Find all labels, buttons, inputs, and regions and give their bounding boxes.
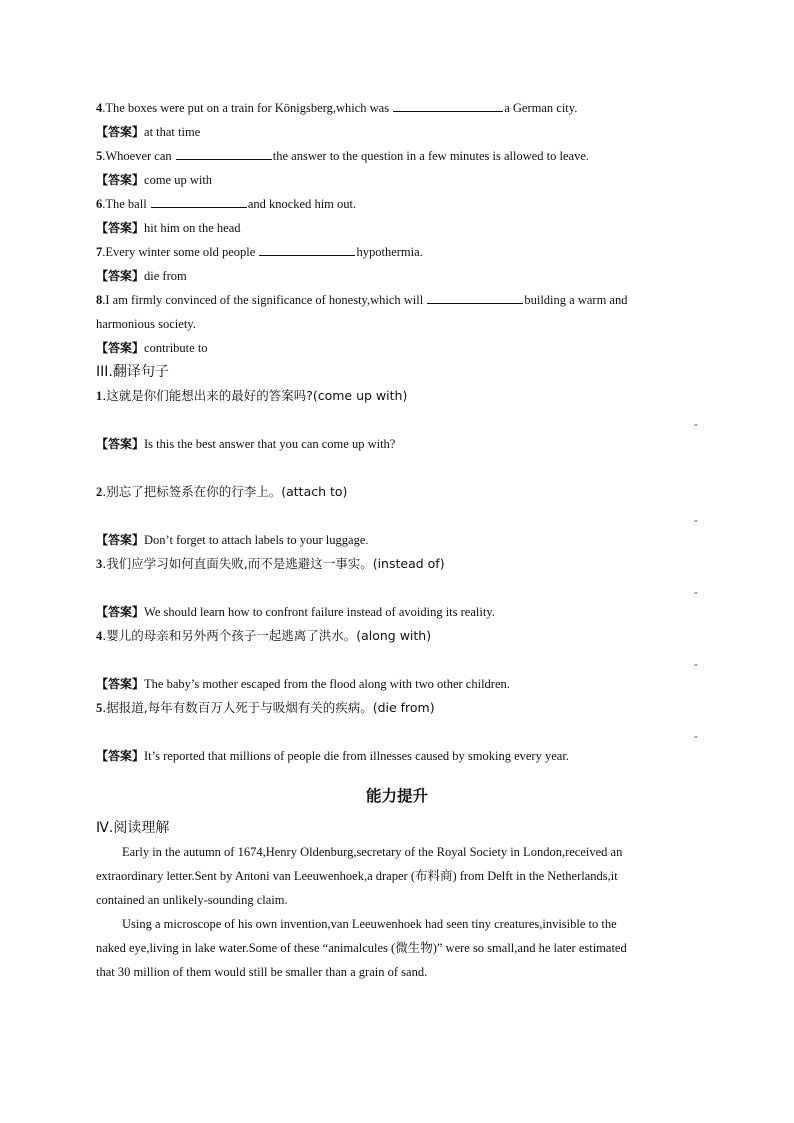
reading-paragraph-2 <box>96 912 696 984</box>
dash-mark: - <box>694 514 698 527</box>
question-number: 4 <box>96 629 103 643</box>
paragraph-line: that 30 million of them would still be smaller than a grain of sand. <box>96 965 428 979</box>
answer-line <box>96 268 696 284</box>
question-continuation: harmonious society. <box>96 317 196 331</box>
answer-label: 【答案】 <box>96 221 145 235</box>
question-text: .Every winter some old people <box>102 245 259 259</box>
answer-label: 【答案】 <box>96 341 145 355</box>
paragraph-line: Early in the autumn of 1674,Henry Oldenburg,secretary of the Royal Society in London,received an <box>122 845 623 859</box>
reading-paragraph-1 <box>96 840 696 912</box>
answer-label: 【答案】 <box>96 173 145 187</box>
question-text: .据报道,每年有数百万人死于与吸烟有关的疾病。(die from) <box>102 700 435 715</box>
paragraph-line: contained an unlikely-sounding claim. <box>96 893 288 907</box>
fill-in-question-8 <box>96 292 696 308</box>
answer-label: 【答案】 <box>96 677 145 691</box>
fill-in-question-5 <box>96 148 696 164</box>
question-text: .I am firmly convinced of the significance of honesty,which will <box>102 293 427 307</box>
question-number: 8 <box>96 293 103 307</box>
question-text-after: a German city. <box>504 101 578 115</box>
translate-question-5 <box>96 700 696 716</box>
question-number: 2 <box>96 485 103 499</box>
question-number: 6 <box>96 197 103 211</box>
paragraph-line: extraordinary letter.Sent by Antoni van Leeuwenhoek,a draper (布料商) from Delft in the Netherlands,it <box>96 869 618 883</box>
answer-text: Is this the best answer that you can come up with? <box>144 437 396 451</box>
answer-line <box>96 220 696 236</box>
answer-text: We should learn how to confront failure instead of avoiding its reality. <box>144 605 495 619</box>
question-text-after: building a warm and <box>524 293 628 307</box>
question-text-after: the answer to the question in a few minutes is allowed to leave. <box>272 149 590 163</box>
translate-question-1 <box>96 388 696 404</box>
translate-question-3 <box>96 556 696 572</box>
fill-in-question-6 <box>96 196 696 212</box>
question-text-after: and knocked him out. <box>247 197 357 211</box>
question-number: 5 <box>96 149 103 163</box>
paragraph-line: Using a microscope of his own invention,van Leeuwenhoek had seen tiny creatures,invisible to the <box>122 917 617 931</box>
question-text: .Whoever can <box>102 149 175 163</box>
answer-text: It’s reported that millions of people die from illnesses caused by smoking every year. <box>144 749 569 763</box>
dash-mark: - <box>694 586 698 599</box>
question-number: 5 <box>96 701 103 715</box>
answer-blank <box>176 148 272 160</box>
answer-text: die from <box>144 269 187 283</box>
answer-line <box>96 748 696 764</box>
question-number: 1 <box>96 389 103 403</box>
translate-question-4 <box>96 628 696 644</box>
answer-label: 【答案】 <box>96 269 145 283</box>
question-number: 7 <box>96 245 103 259</box>
dash-mark: - <box>694 730 698 743</box>
answer-line <box>96 340 696 356</box>
answer-text: Don’t forget to attach labels to your luggage. <box>144 533 369 547</box>
dash-mark: - <box>694 658 698 671</box>
question-number: 4 <box>96 101 103 115</box>
answer-blank <box>151 196 247 208</box>
dash-mark: - <box>694 418 698 431</box>
section-title-reading: Ⅳ.阅读理解 <box>96 820 170 836</box>
answer-label: 【答案】 <box>96 437 145 451</box>
translate-question-2 <box>96 484 696 500</box>
answer-line <box>96 436 696 452</box>
answer-blank <box>393 100 503 112</box>
paragraph-line: naked eye,living in lake water.Some of these “animalcules (微生物)” were so small,and he later estimated <box>96 941 627 955</box>
fill-in-question-7 <box>96 244 696 260</box>
fill-in-question-4 <box>96 100 696 116</box>
ability-heading: 能力提升 <box>365 787 428 805</box>
question-text: .这就是你们能想出来的最好的答案吗?(come up with) <box>102 388 408 403</box>
answer-line <box>96 604 696 620</box>
answer-text: come up with <box>144 173 213 187</box>
answer-label: 【答案】 <box>96 125 145 139</box>
section-title-translate: III.翻译句子 <box>96 364 169 380</box>
answer-text: hit him on the head <box>144 221 241 235</box>
answer-blank <box>259 244 355 256</box>
answer-label: 【答案】 <box>96 533 145 547</box>
question-number: 3 <box>96 557 103 571</box>
answer-text: contribute to <box>144 341 208 355</box>
answer-label: 【答案】 <box>96 749 145 763</box>
answer-line <box>96 172 696 188</box>
question-text: .别忘了把标签系在你的行李上。(attach to) <box>102 484 348 499</box>
answer-text: The baby’s mother escaped from the flood along with two other children. <box>144 677 510 691</box>
question-text-after: hypothermia. <box>356 245 423 259</box>
question-text: .我们应学习如何直面失败,而不是逃避这一事实。(instead of) <box>102 556 445 571</box>
question-text: .The ball <box>102 197 150 211</box>
answer-label: 【答案】 <box>96 605 145 619</box>
answer-line <box>96 532 696 548</box>
question-text: .The boxes were put on a train for Königsberg,which was <box>102 101 393 115</box>
answer-blank <box>427 292 523 304</box>
question-text: .婴儿的母亲和另外两个孩子一起逃离了洪水。(along with) <box>102 628 432 643</box>
answer-line <box>96 124 696 140</box>
answer-line <box>96 676 696 692</box>
answer-text: at that time <box>144 125 201 139</box>
